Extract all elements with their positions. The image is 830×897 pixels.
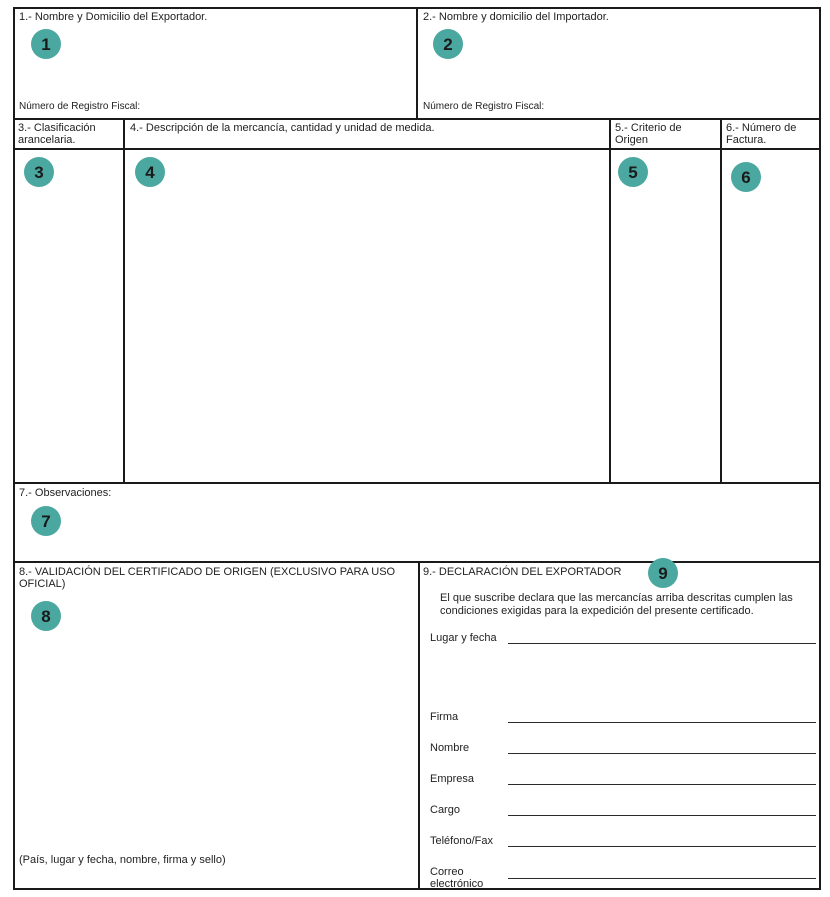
badge-2: 2	[433, 29, 463, 59]
email-label: Correo electrónico	[430, 866, 484, 890]
badge-3: 3	[24, 157, 54, 187]
name-label: Nombre	[430, 742, 470, 754]
validation-title: 8.- VALIDACIÓN DEL CERTIFICADO DE ORIGEN (EXCLUSIVO PARA USO OFICIAL)	[19, 566, 396, 590]
declaration-title: 9.- DECLARACIÓN DEL EXPORTADOR	[423, 566, 622, 578]
position-label: Cargo	[430, 804, 460, 816]
validation-footer: (País, lugar y fecha, nombre, firma y sello)	[19, 854, 226, 866]
email-field[interactable]	[508, 878, 816, 879]
name-field[interactable]	[508, 753, 816, 754]
badge-5: 5	[618, 157, 648, 187]
place-date-label: Lugar y fecha	[430, 632, 497, 644]
exporter-title: 1.- Nombre y Domicilio del Exportador.	[19, 11, 208, 23]
exporter-fiscal-label: Número de Registro Fiscal:	[19, 101, 141, 112]
divider-exporter-importer	[416, 7, 418, 120]
tariff-title: 3.- Clasificación arancelaria.	[18, 122, 96, 146]
origin-criterion-title: 5.- Criterio de Origen	[615, 122, 682, 146]
divider-tariff-description	[123, 118, 125, 484]
importer-fiscal-label: Número de Registro Fiscal:	[423, 101, 545, 112]
divider-origin-invoice	[720, 118, 722, 484]
importer-title: 2.- Nombre y domicilio del Importador.	[423, 11, 609, 23]
divider-items-bottom	[13, 482, 821, 484]
description-title: 4.- Descripción de la mercancía, cantidad y unidad de medida.	[130, 122, 435, 134]
phone-fax-label: Teléfono/Fax	[430, 835, 493, 847]
divider-description-origin	[609, 118, 611, 484]
badge-1: 1	[31, 29, 61, 59]
phone-fax-field[interactable]	[508, 846, 816, 847]
signature-field[interactable]	[508, 722, 816, 723]
declaration-statement: El que suscribe declara que las mercancías arriba descritas cumplen las condiciones exigidas para la expedición del presente certificado.	[440, 592, 793, 617]
badge-6: 6	[731, 162, 761, 192]
divider-validation-declaration	[418, 561, 420, 890]
observations-title: 7.- Observaciones:	[19, 487, 112, 499]
place-date-field[interactable]	[508, 643, 816, 644]
company-label: Empresa	[430, 773, 475, 785]
badge-8: 8	[31, 601, 61, 631]
badge-7: 7	[31, 506, 61, 536]
position-field[interactable]	[508, 815, 816, 816]
badge-9: 9	[648, 558, 678, 588]
badge-4: 4	[135, 157, 165, 187]
divider-observations-bottom	[13, 561, 821, 563]
divider-headers-bottom	[13, 148, 821, 150]
certificate-form	[13, 7, 821, 890]
invoice-number-title: 6.- Número de Factura.	[726, 122, 797, 146]
company-field[interactable]	[508, 784, 816, 785]
signature-label: Firma	[430, 711, 459, 723]
